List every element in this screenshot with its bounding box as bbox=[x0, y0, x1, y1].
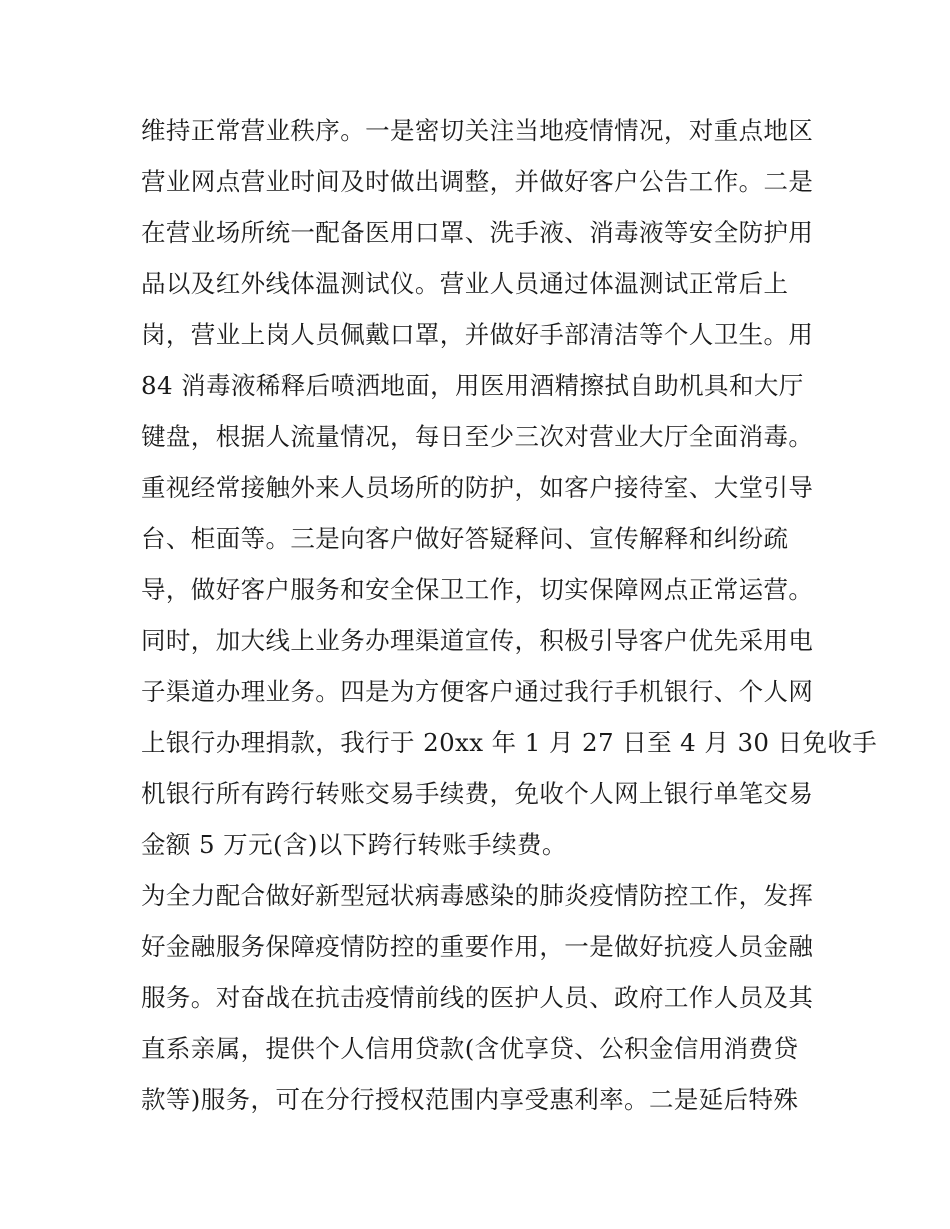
text-line: 款等)服务，可在分行授权范围内享受惠利率。二是延后特殊 bbox=[141, 1085, 799, 1114]
text-line: 服务。对奋战在抗击疫情前线的医护人员、政府工作人员及其 bbox=[141, 983, 814, 1012]
text-line: 维持正常营业秩序。一是密切关注当地疫情情况，对重点地区 bbox=[141, 116, 814, 145]
text-line: 品以及红外线体温测试仪。营业人员通过体温测试正常后上 bbox=[141, 269, 789, 298]
text-line: 机银行所有跨行转账交易手续费，免收个人网上银行单笔交易 bbox=[141, 779, 814, 808]
text-line: 金额 5 万元(含)以下跨行转账手续费。 bbox=[141, 830, 567, 859]
text-line: 在营业场所统一配备医用口罩、洗手液、消毒液等安全防护用 bbox=[141, 218, 814, 247]
text-line: 为全力配合做好新型冠状病毒感染的肺炎疫情防控工作，发挥 bbox=[141, 881, 814, 910]
text-line: 导，做好客户服务和安全保卫工作，切实保障网点正常运营。 bbox=[141, 575, 814, 604]
text-line: 营业网点营业时间及时做出调整，并做好客户公告工作。二是 bbox=[141, 167, 814, 196]
text-line: 岗，营业上岗人员佩戴口罩，并做好手部清洁等个人卫生。用 bbox=[141, 320, 814, 349]
text-line: 同时，加大线上业务办理渠道宣传，积极引导客户优先采用电 bbox=[141, 626, 814, 655]
text-line: 直系亲属，提供个人信用贷款(含优享贷、公积金信用消费贷 bbox=[141, 1034, 799, 1063]
text-line: 84 消毒液稀释后喷洒地面，用医用酒精擦拭自助机具和大厅 bbox=[141, 371, 804, 400]
document-body bbox=[141, 105, 878, 1125]
text-line: 子渠道办理业务。四是为方便客户通过我行手机银行、个人网 bbox=[141, 677, 814, 706]
text-line: 好金融服务保障疫情防控的重要作用，一是做好抗疫人员金融 bbox=[141, 932, 814, 961]
text-line: 重视经常接触外来人员场所的防护，如客户接待室、大堂引导 bbox=[141, 473, 814, 502]
text-line: 键盘，根据人流量情况，每日至少三次对营业大厅全面消毒。 bbox=[141, 422, 814, 451]
text-line: 上银行办理捐款，我行于 20xx 年 1 月 27 日至 4 月 30 日免收手 bbox=[141, 728, 878, 757]
text-line: 台、柜面等。三是向客户做好答疑释问、宣传解释和纠纷疏 bbox=[141, 524, 789, 553]
